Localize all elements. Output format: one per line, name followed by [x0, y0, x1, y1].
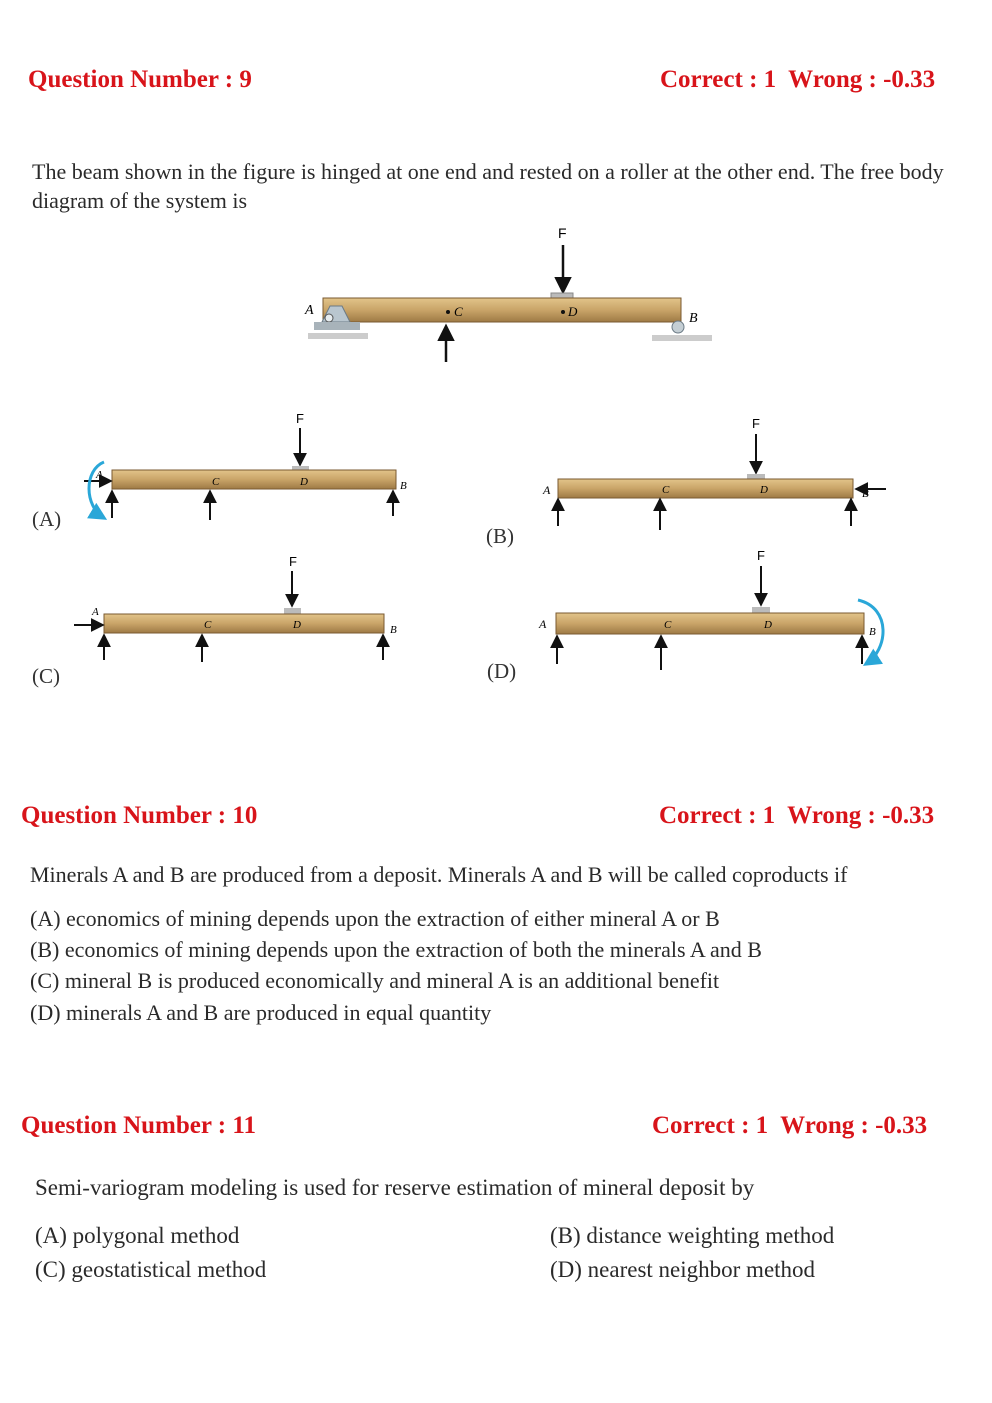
option-d[interactable]: (D) minerals A and B are produced in equal quantity	[30, 1000, 492, 1025]
question-number: Question Number : 9	[28, 66, 252, 93]
point-c-label: C	[454, 304, 463, 319]
option-d[interactable]: (D) nearest neighbor method	[550, 1257, 816, 1282]
svg-text:B: B	[390, 624, 397, 636]
point-b-label: B	[689, 311, 698, 326]
svg-text:B: B	[862, 488, 869, 500]
point-d-label: D	[568, 304, 578, 319]
score-info: Correct : 1 Wrong : -0.33	[652, 1112, 928, 1139]
fbd-d-label: (D)	[487, 659, 517, 683]
point-a-label: A	[305, 303, 314, 318]
option-c[interactable]: (C) mineral B is produced economically and mineral A is an additional benefit	[30, 968, 720, 993]
question-10-header	[0, 802, 992, 832]
svg-text:D: D	[760, 484, 768, 496]
option-a[interactable]: (A) polygonal method	[35, 1223, 240, 1248]
fbd-c-label: (C)	[32, 664, 60, 688]
fbd-option-c	[74, 554, 397, 662]
svg-text:F: F	[757, 548, 765, 563]
option-c[interactable]: (C) geostatistical method	[35, 1257, 267, 1282]
question-11-header	[0, 1112, 992, 1142]
fbd-option-b	[542, 416, 886, 530]
force-label: F	[558, 225, 567, 241]
option-b[interactable]: (B) economics of mining depends upon the extraction of both the minerals A and B	[30, 937, 762, 962]
svg-text:C: C	[664, 619, 672, 631]
fbd-b-label: (B)	[486, 524, 514, 548]
svg-text:F: F	[289, 554, 297, 569]
svg-text:D: D	[300, 476, 308, 488]
svg-text:D: D	[293, 619, 301, 631]
fbd-a-label: (A)	[32, 507, 62, 531]
option-a[interactable]: (A) economics of mining depends upon the extraction of either mineral A or B	[30, 906, 720, 931]
svg-text:A: A	[543, 483, 551, 497]
question-9-stem: The beam shown in the figure is hinged at one end and rested on a roller at the other end. The free body diagram of the system is	[32, 159, 944, 213]
svg-text:A: A	[539, 617, 547, 631]
svg-text:C: C	[204, 619, 212, 631]
svg-text:A: A	[96, 469, 103, 481]
svg-text:D: D	[764, 619, 772, 631]
svg-text:A: A	[92, 606, 99, 618]
score-info: Correct : 1 Wrong : -0.33	[660, 66, 936, 93]
fbd-option-d	[538, 548, 883, 670]
svg-text:C: C	[212, 476, 220, 488]
question-number: Question Number : 10	[21, 802, 258, 829]
option-b[interactable]: (B) distance weighting method	[550, 1223, 835, 1248]
question-10-stem: Minerals A and B are produced from a deposit. Minerals A and B will be called coproducts if	[30, 862, 848, 887]
svg-text:F: F	[752, 416, 760, 431]
svg-text:B: B	[400, 480, 407, 492]
question-11-stem: Semi-variogram modeling is used for reserve estimation of mineral deposit by	[35, 1175, 755, 1200]
main-beam-figure	[304, 225, 712, 362]
svg-text:B: B	[869, 626, 876, 638]
fbd-a-force-label: F	[296, 411, 304, 426]
fbd-option-a	[84, 411, 407, 520]
question-number: Question Number : 11	[21, 1112, 256, 1139]
svg-text:C: C	[662, 484, 670, 496]
score-info: Correct : 1 Wrong : -0.33	[659, 802, 935, 829]
